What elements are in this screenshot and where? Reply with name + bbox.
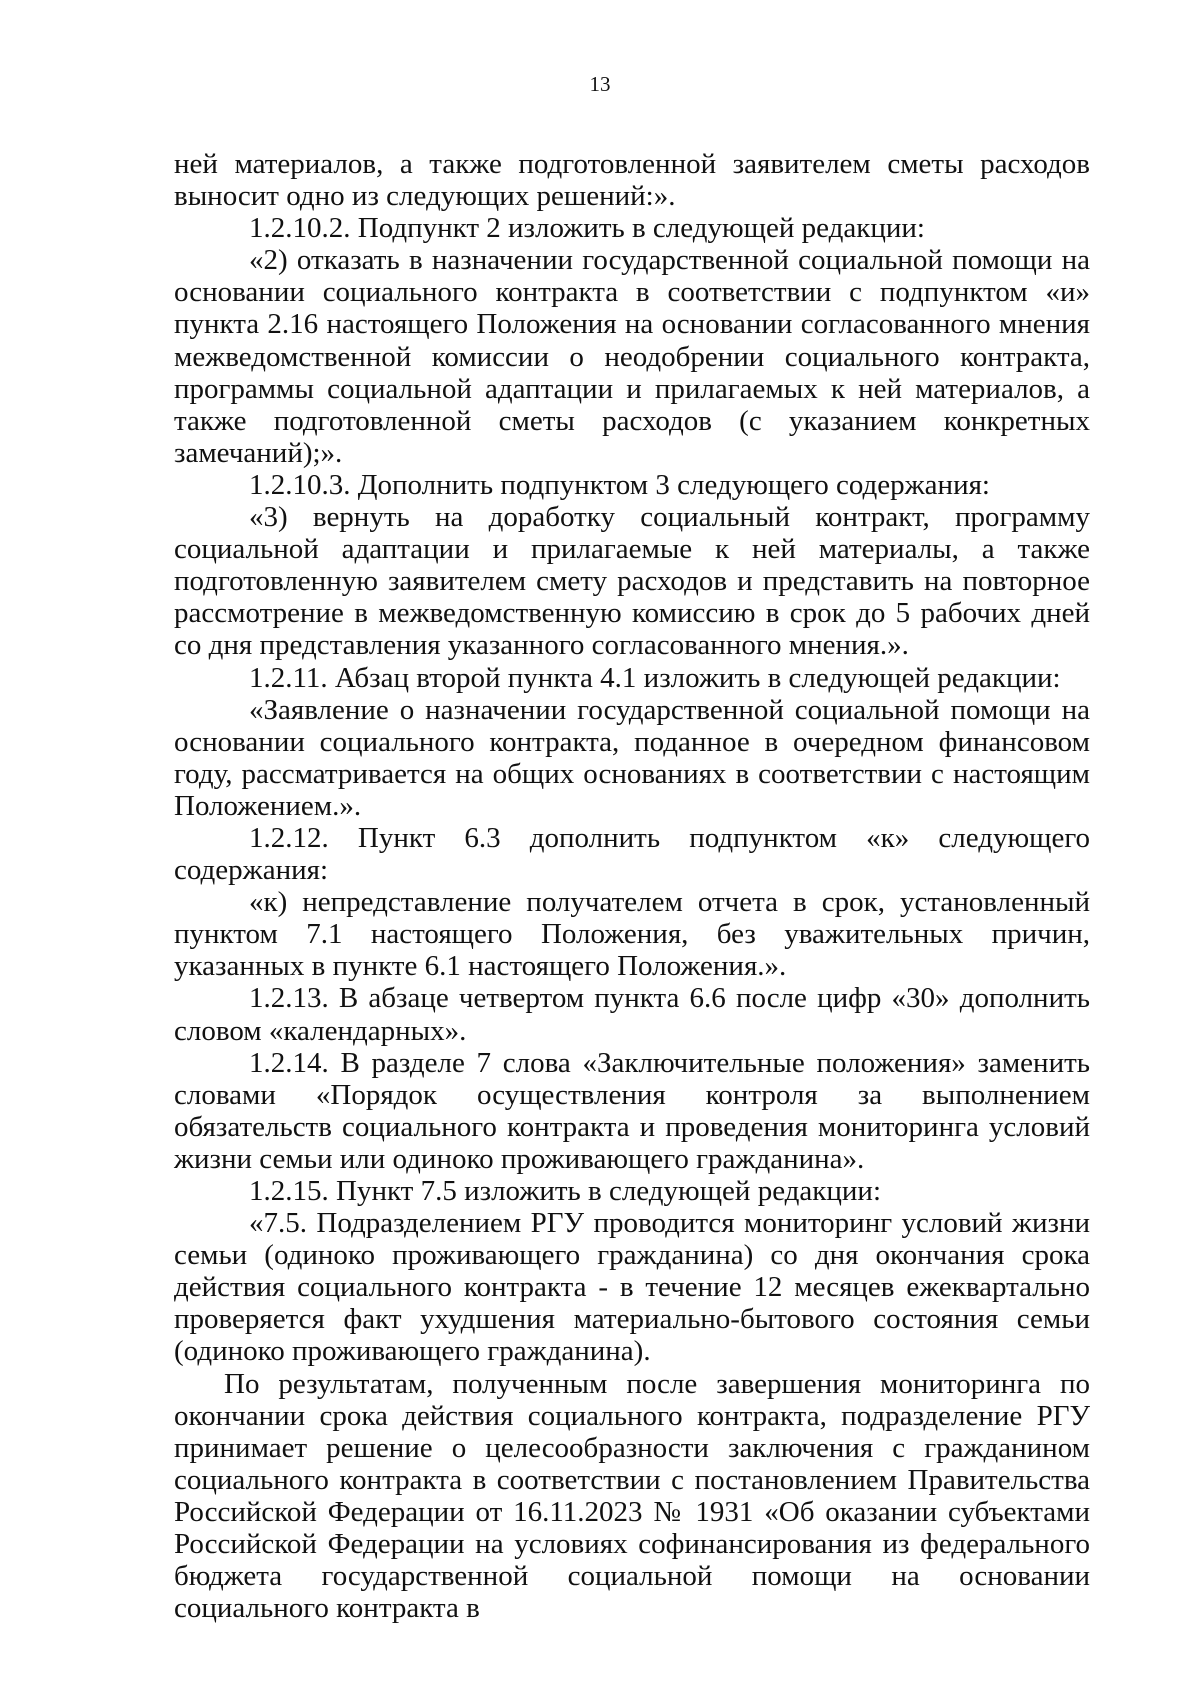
paragraph-quote-subitem-2: «2) отказать в назначении государственной социальной помощи на основании социального контракта в соответствии с подпунктом «и» пункта 2.16 настоящего Положения на основании согласованного мнения межведомственной комиссии о неодобрении социального контракта, программы социальной адаптации и прилагаемых к ней материалов, а также подготовленной сметы расходов (с указанием конкретных замечаний);».	[174, 244, 1090, 469]
paragraph-1-2-10-2: 1.2.10.2. Подпункт 2 изложить в следующей редакции:	[249, 212, 925, 245]
paragraph-monitoring-results: По результатам, полученным после завершения мониторинга по окончании срока действия социального контракта, подразделение РГУ принимает решение о целесообразности заключения с гражданином социального контракта в соответствии с постановлением Правительства Российской Федерации от 16.11.2023 № 1931 «Об оказании субъектами Российской Федерации на условиях софинансирования из федерального бюджета государственной социальной помощи на основании социального контракта в	[174, 1367, 1090, 1625]
paragraph-quote-application: «Заявление о назначении государственной социальной помощи на основании социального контракта, поданное в очередном финансовом году, рассматривается на общих основаниях в соответствии с настоящим Положением.».	[174, 693, 1090, 822]
document-body	[174, 148, 1090, 1624]
paragraph-quote-subitem-k: «к) непредставление получателем отчета в срок, установленный пунктом 7.1 настоящего Положения, без уважительных причин, указанных в пункте 6.1 настоящего Положения.».	[174, 886, 1090, 983]
paragraph-1-2-13: 1.2.13. В абзаце четвертом пункта 6.6 после цифр «30» дополнить словом «календарных».	[174, 982, 1090, 1047]
paragraph-1-2-10-3: 1.2.10.3. Дополнить подпунктом 3 следующего содержания:	[249, 468, 990, 501]
paragraph-quote-subitem-3: «3) вернуть на доработку социальный контракт, программу социальной адаптации и прилагаемые к ней материалы, а также подготовленную заявителем смету расходов и представить на повторное рассмотрение в межведомственную комиссию в срок до 5 рабочих дней со дня представления указанного согласованного мнения.».	[174, 501, 1090, 662]
paragraph-quote-7-5: «7.5. Подразделением РГУ проводится мониторинг условий жизни семьи (одиноко проживающего гражданина) со дня окончания срока действия социального контракта - в течение 12 месяцев ежеквартально проверяется факт ухудшения материально-бытового состояния семьи (одиноко проживающего гражданина).	[174, 1207, 1090, 1368]
page-number: 13	[589, 72, 611, 96]
paragraph-1-2-15: 1.2.15. Пункт 7.5 изложить в следующей редакции:	[249, 1175, 882, 1207]
paragraph-1-2-14: 1.2.14. В разделе 7 слова «Заключительные положения» заменить словами «Порядок осуществления контроля за выполнением обязательств социального контракта и проведения мониторинга условий жизни семьи или одиноко проживающего гражданина».	[174, 1046, 1090, 1175]
paragraph-1-2-11: 1.2.11. Абзац второй пункта 4.1 изложить в следующей редакции:	[249, 661, 1061, 694]
paragraph-continuation: ней материалов, а также подготовленной заявителем сметы расходов выносит одно из следующих решений:».	[174, 148, 1090, 213]
paragraph-1-2-12: 1.2.12. Пункт 6.3 дополнить подпунктом «к» следующего содержания:	[174, 821, 1090, 887]
